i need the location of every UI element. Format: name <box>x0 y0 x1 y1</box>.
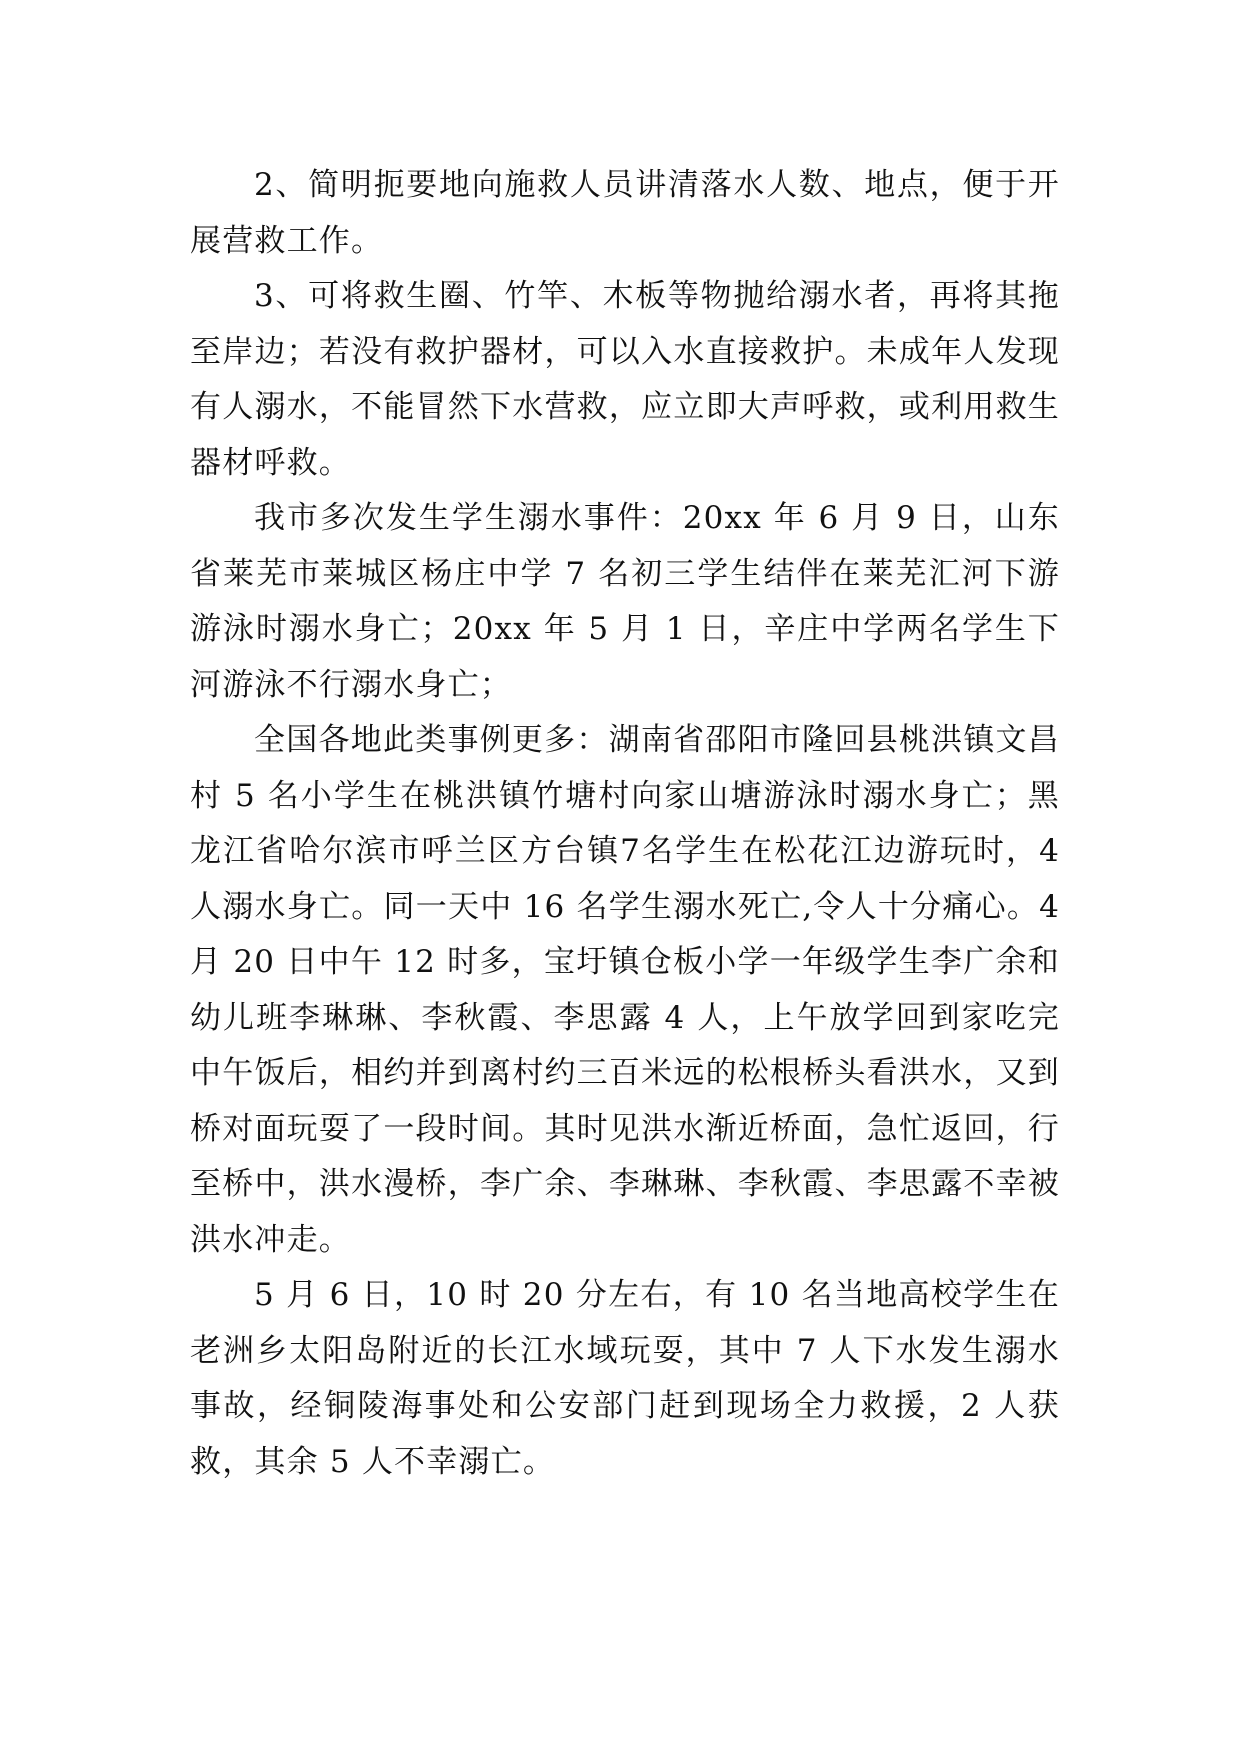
paragraph-may-incident: 5 月 6 日，10 时 20 分左右，有 10 名当地高校学生在老洲乡太阳岛附近的长江水域玩耍，其中 7 人下水发生溺水事故，经铜陵海事处和公安部门赶到现场全力救援，2 人获救，其余 5 人不幸溺亡。 <box>190 1277 1060 1480</box>
paragraph-rescue-report: 2、简明扼要地向施救人员讲清落水人数、地点，便于开展营救工作。 <box>190 167 1060 259</box>
paragraph-rescue-method: 3、可将救生圈、竹竿、木板等物抛给溺水者，再将其拖至岸边；若没有救护器材，可以入水直接救护。未成年人发现有人溺水，不能冒然下水营救，应立即大声呼救，或利用救生器材呼救。 <box>190 278 1060 481</box>
paragraph-national-incidents: 全国各地此类事例更多：湖南省邵阳市隆回县桃洪镇文昌村 5 名小学生在桃洪镇竹塘村向家山塘游泳时溺水身亡；黑龙江省哈尔滨市呼兰区方台镇7名学生在松花江边游玩时，4 人溺水身亡。同一天中 16 名学生溺水死亡,令人十分痛心。4 月 20 日中午 12 时多，宝圩镇仓板小学一年级学生李广余和幼儿班李琳琳、李秋霞、李思露 4 人，上午放学回到家吃完中午饭后，相约并到离村约三百米远的松根桥头看洪水，又到桥对面玩耍了一段时间。其时见洪水渐近桥面，急忙返回，行至桥中，洪水漫桥，李广余、李琳琳、李秋霞、李思露不幸被洪水冲走。 <box>190 722 1060 1258</box>
paragraph-local-incidents: 我市多次发生学生溺水事件：20xx 年 6 月 9 日，山东省莱芜市莱城区杨庄中学 7 名初三学生结伴在莱芜汇河下游游泳时溺水身亡；20xx 年 5 月 1 日，辛庄中学两名学生下河游泳不行溺水身亡； <box>190 500 1060 703</box>
document-body <box>190 158 1060 1490</box>
